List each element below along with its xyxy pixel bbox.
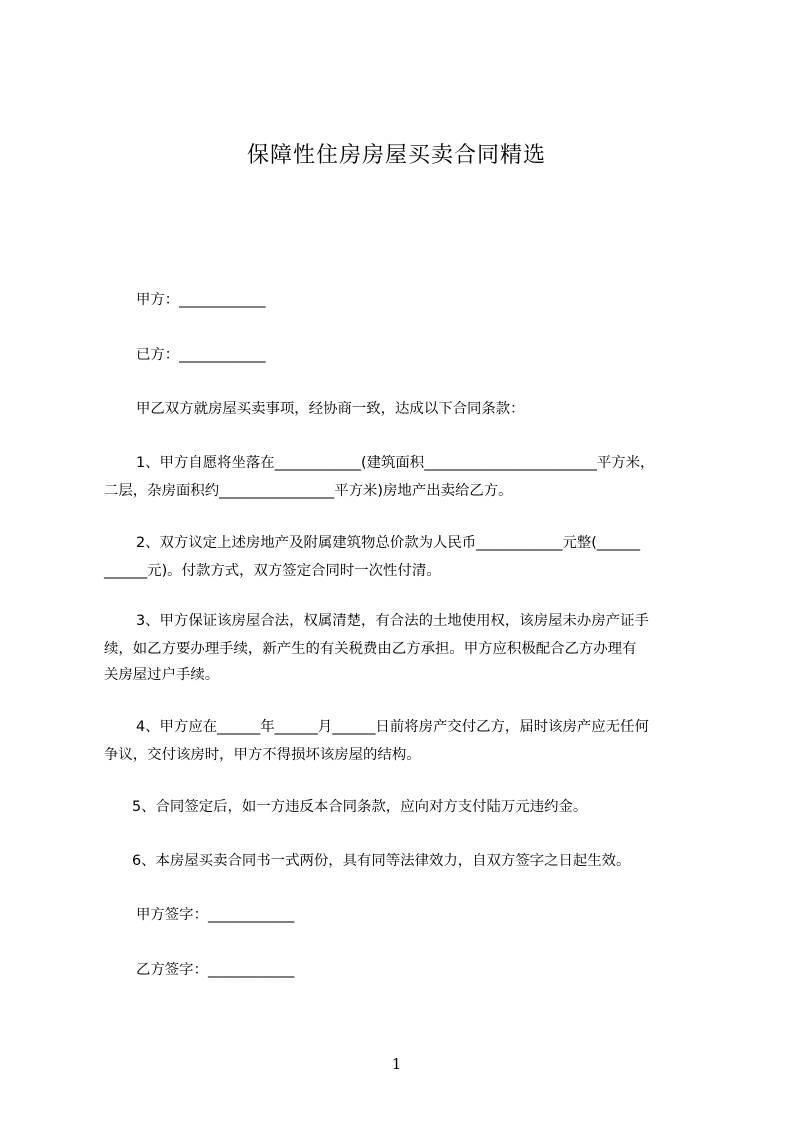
clause-4-line-1: 4、甲方应在______年______月______日前将房产交付乙方，届时该房产应无任何 [136,719,649,735]
party-a-line: 甲方：____________ [136,292,266,308]
clause-3-line-2: 续，如乙方要办理手续，新产生的有关税费由乙方承担。甲方应积极配合乙方办理有 [104,641,637,657]
clause-3-line-1: 3、甲方保证该房屋合法，权属清楚，有合法的土地使用权，该房屋未办房产证手 [136,613,649,629]
clause-2-line-1: 2、双方议定上述房地产及附属建筑物总价款为人民币____________元整(______ [136,535,641,551]
clause-6-line-1: 6、本房屋买卖合同书一式两份，具有同等法律效力，自双方签字之日起生效。 [132,853,631,869]
party-b-line: 已方：____________ [136,347,266,363]
clause-2-line-2: ______元)。付款方式，双方签定合同时一次性付清。 [104,563,441,579]
page-number: 1 [391,1055,402,1073]
clause-1-line-2: 二层，杂房面积约________________平方米)房地产出卖给乙方。 [104,483,513,499]
signature-a-line: 甲方签字：____________ [136,907,295,923]
clause-4-line-2: 争议，交付该房时，甲方不得损坏该房屋的结构。 [104,747,421,763]
signature-b-line: 乙方签字：____________ [136,962,295,978]
clause-5-line-1: 5、合同签定后，如一方违反本合同条款，应向对方支付陆万元违约金。 [132,799,588,815]
document-title: 保障性住房房屋买卖合同精选 [246,143,546,168]
clause-1-line-1: 1、甲方自愿将坐落在____________(建筑面积________________________平方米， [136,455,655,471]
clause-3-line-3: 关房屋过户手续。 [104,667,220,683]
intro-paragraph: 甲乙双方就房屋买卖事项，经协商一致，达成以下合同条款： [136,401,525,417]
